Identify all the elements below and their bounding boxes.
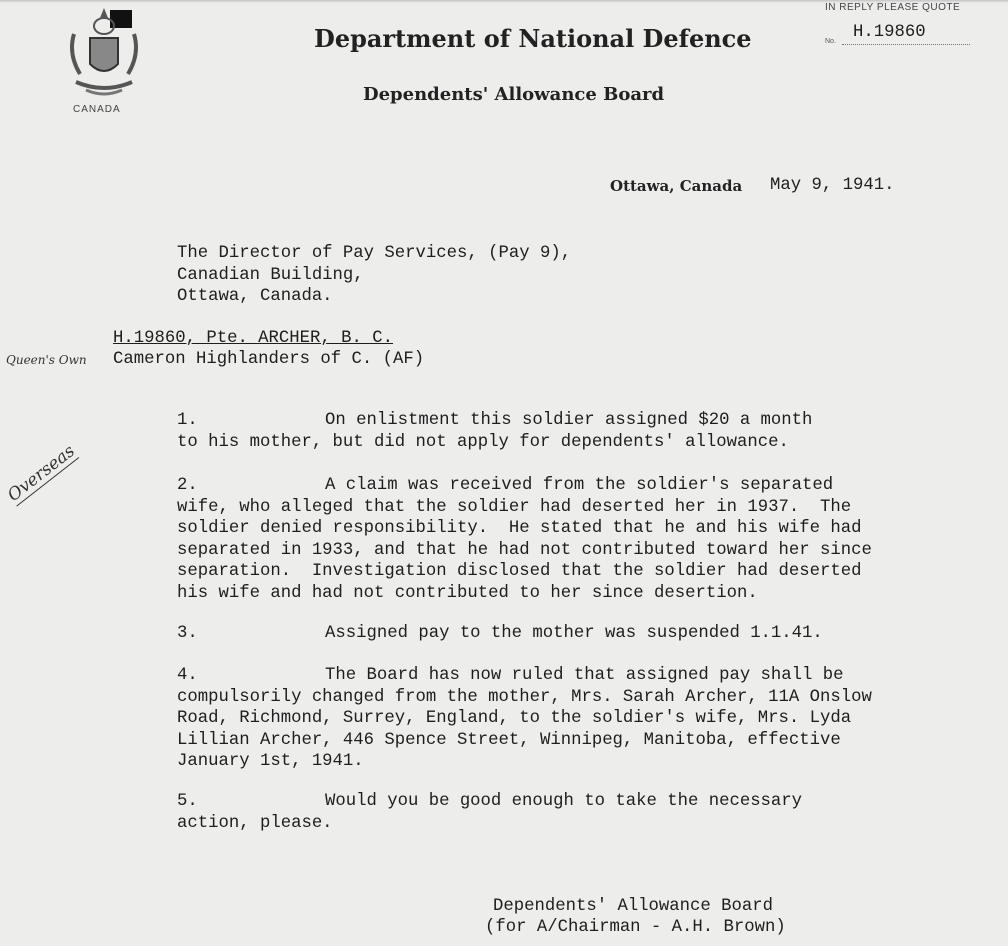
address-line: Ottawa, Canada. (177, 287, 333, 306)
handwritten-unit-note: Queen's Own (6, 353, 87, 367)
signature-line: Dependents' Allowance Board (493, 897, 774, 916)
number-line (842, 44, 970, 45)
paragraph-line: On enlistment this soldier assigned $20 a month (325, 411, 813, 430)
department-title: Department of National Defence (314, 24, 752, 53)
paragraph-line: his wife and had not contributed to her since desertion. (177, 584, 758, 603)
paragraph-line: January 1st, 1941. (177, 752, 364, 772)
paragraph-number: 5. (177, 792, 198, 811)
paragraph-number: 4. (177, 666, 198, 685)
subject-line: H.19860, Pte. ARCHER, B. C. (113, 329, 394, 348)
date: May 9, 1941. (770, 176, 895, 195)
paragraph-number: 1. (177, 411, 198, 430)
subject-line: Cameron Highlanders of C. (AF) (113, 350, 425, 369)
coat-of-arms-icon (66, 4, 142, 100)
signature-line: (for A/Chairman - A.H. Brown) (485, 918, 786, 937)
address-line: Canadian Building, (177, 266, 364, 285)
paragraph-line: wife, who alleged that the soldier had deserted her in 1937. The (177, 497, 852, 517)
paragraph-line: separated in 1933, and that he had not contributed toward her since (177, 540, 872, 560)
paragraph-line: action, please. (177, 813, 333, 833)
paragraph-line: separation. Investigation disclosed that the soldier had deserted (177, 562, 862, 582)
address-line: The Director of Pay Services, (Pay 9), (177, 244, 572, 263)
paragraph-line: A claim was received from the soldier's separated (325, 476, 834, 495)
file-number: H.19860 (853, 23, 926, 42)
paragraph-line: Would you be good enough to take the necessary (325, 792, 803, 811)
paragraph-line: Lillian Archer, 446 Spence Street, Winnipeg, Manitoba, effective (177, 730, 841, 750)
paragraph-line: to his mother, but did not apply for dependents' allowance. (177, 432, 789, 452)
paragraph-line: compulsorily changed from the mother, Mrs. Sarah Archer, 11A Onslow (177, 687, 872, 707)
number-label: No. (825, 38, 836, 45)
paragraph-line: soldier denied responsibility. He stated that he and his wife had (177, 519, 862, 539)
paragraph-line: The Board has now ruled that assigned pay shall be (325, 666, 844, 685)
paragraph-line: Road, Richmond, Surrey, England, to the soldier's wife, Mrs. Lyda (177, 709, 852, 729)
place: Ottawa, Canada (610, 177, 743, 195)
paragraph-number: 3. (177, 624, 198, 643)
reply-note: IN REPLY PLEASE QUOTE (825, 2, 961, 13)
board-title: Dependents' Allowance Board (363, 84, 665, 105)
paragraph-line: Assigned pay to the mother was suspended 1.1.41. (325, 624, 823, 643)
paragraph-number: 2. (177, 476, 198, 495)
handwritten-margin-note: Overseas (4, 441, 79, 506)
country-label: CANADA (73, 104, 121, 115)
